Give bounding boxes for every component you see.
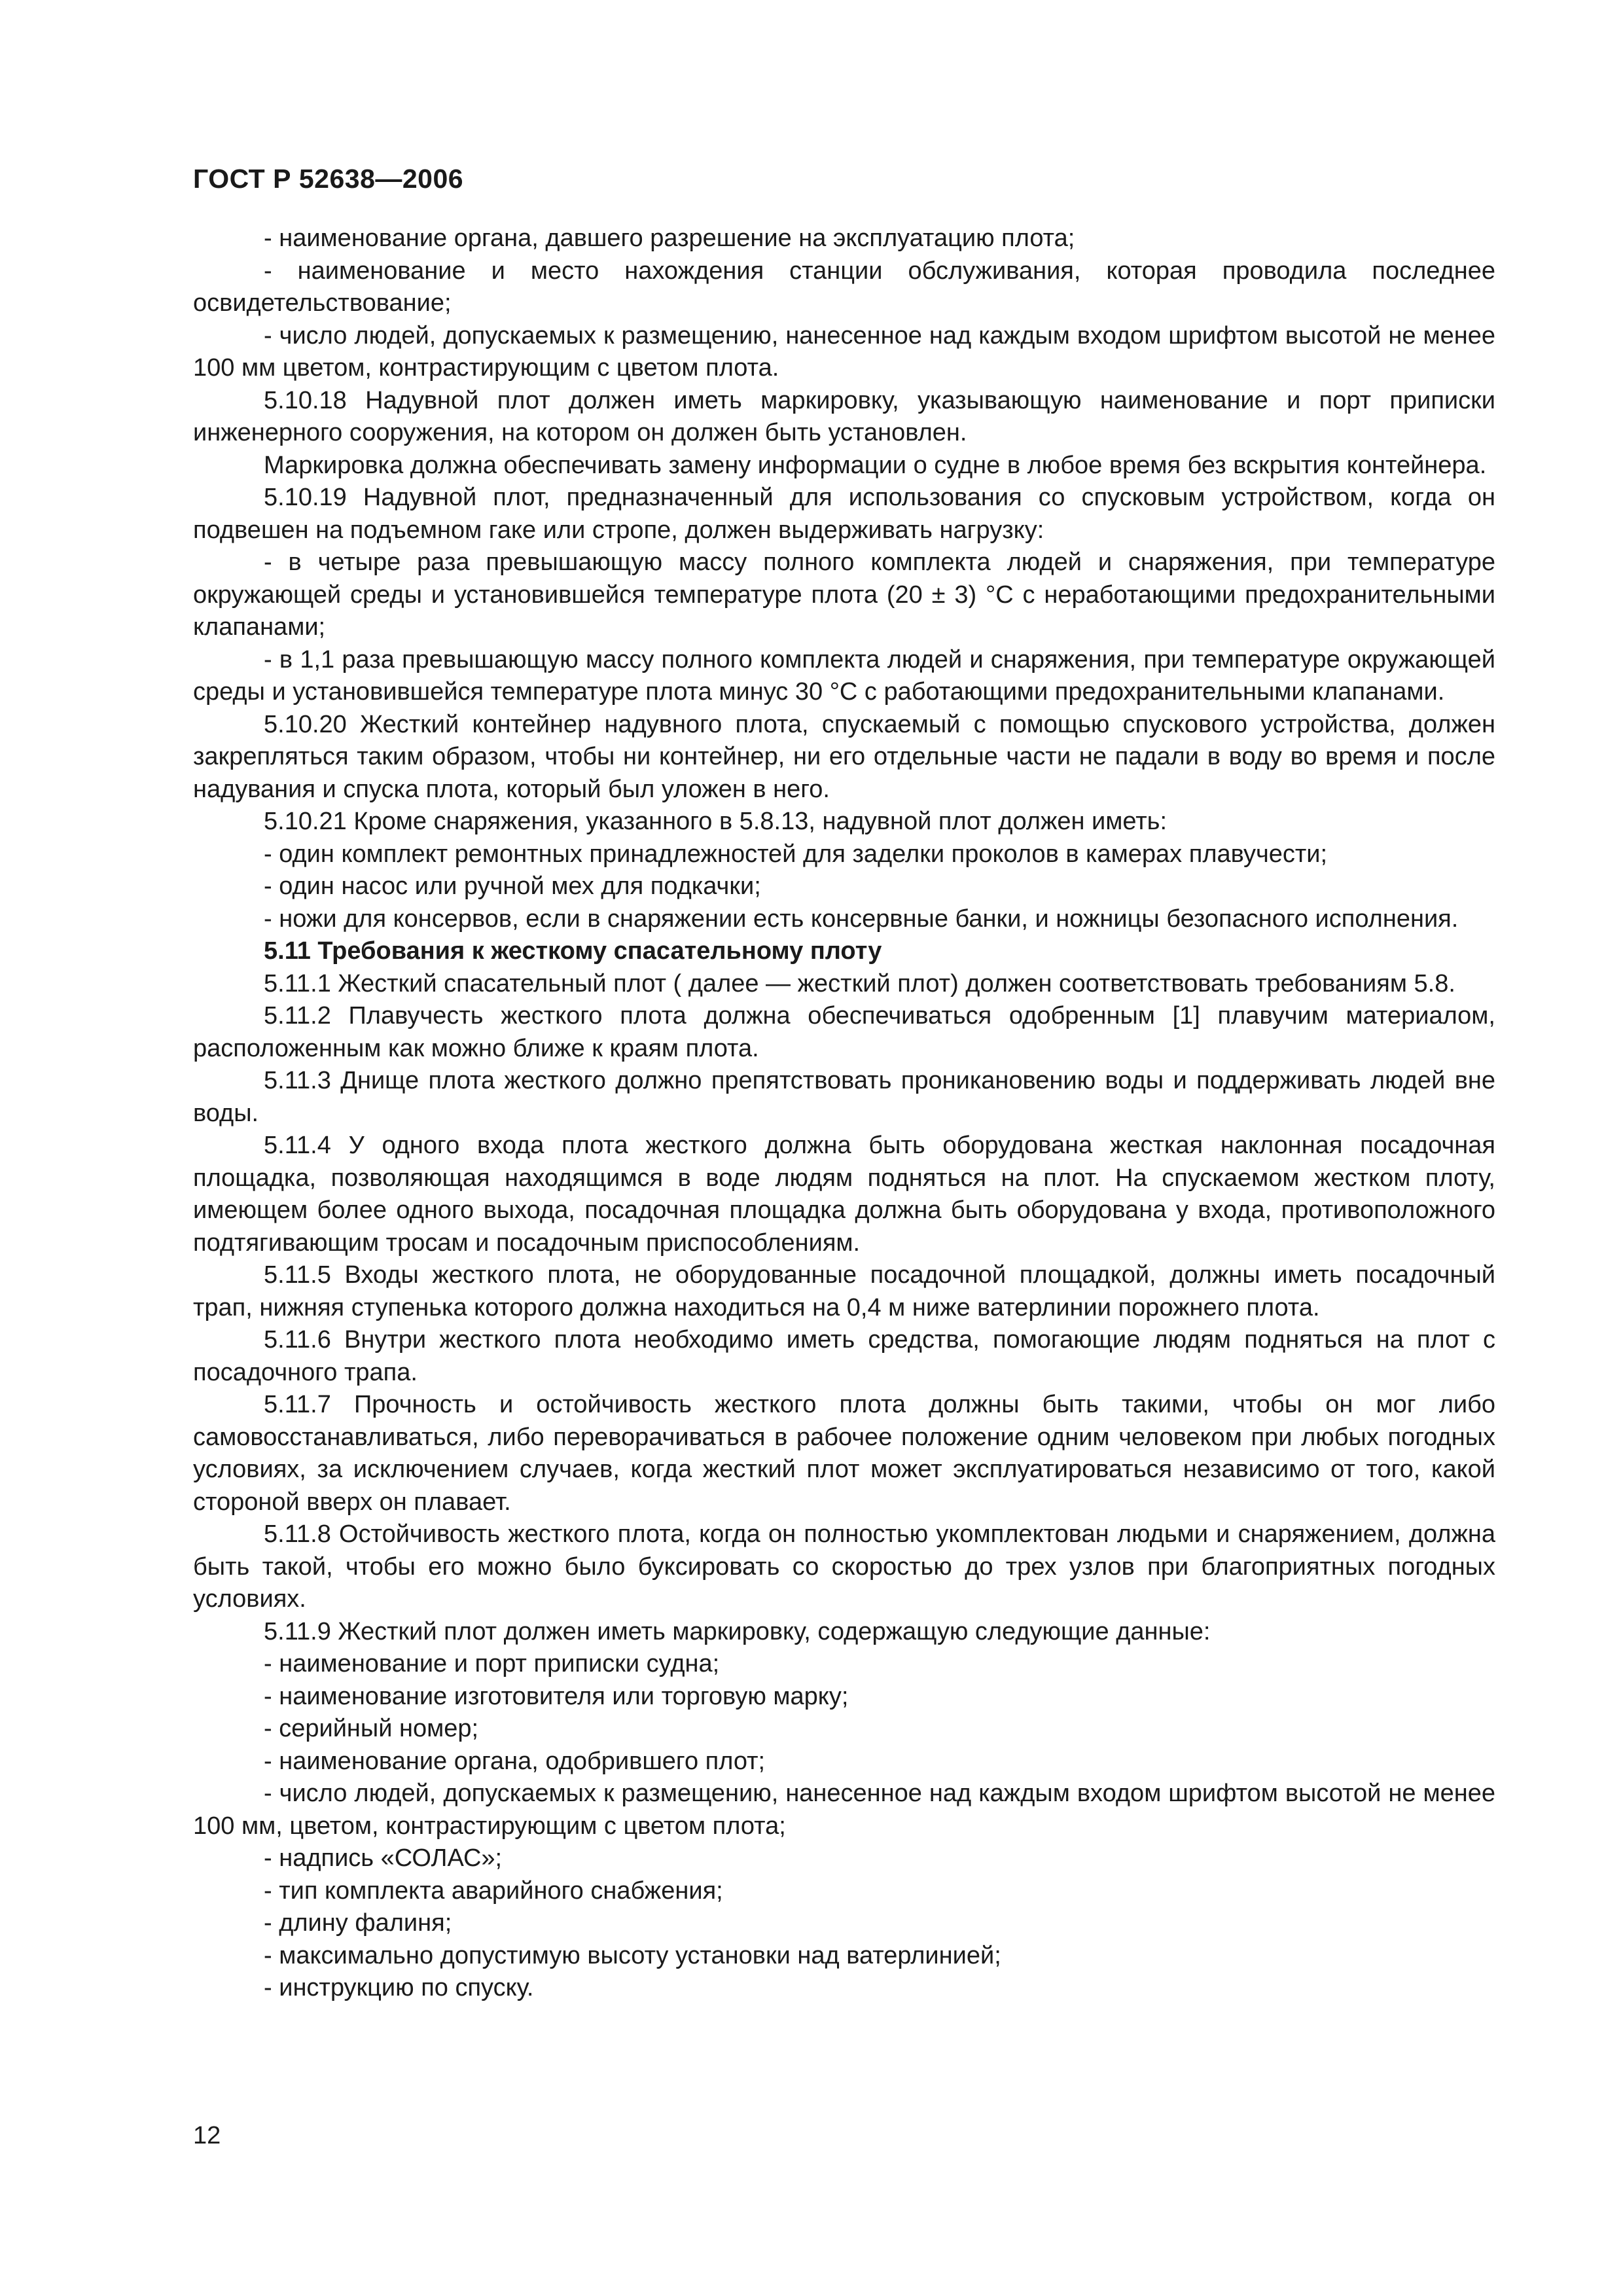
paragraph: 5.10.18 Надувной плот должен иметь маркировку, указывающую наименование и порт приписки инженерного сооружения, на котором он должен быть установлен. xyxy=(193,386,1495,446)
paragraph: - серийный номер; xyxy=(264,1715,479,1742)
paragraph: Маркировка должна обеспечивать замену информации о судне в любое время без вскрытия контейнера. xyxy=(264,451,1487,479)
paragraph: - длину фалиня; xyxy=(264,1909,452,1937)
paragraph: - в четыре раза превышающую массу полного комплекта людей и снаряжения, при температуре окружающей среды и установившейся температуре плота (20 ± 3) °С с неработающими предохранительными клапанами; xyxy=(193,548,1495,641)
page-number: 12 xyxy=(193,2122,221,2149)
paragraph: - наименование органа, одобрившего плот; xyxy=(264,1747,766,1775)
paragraph: - один насос или ручной мех для подкачки; xyxy=(264,872,761,900)
paragraph: 5.11.5 Входы жесткого плота, не оборудованные посадочной площадкой, должны иметь посадочный трап, нижняя ступенька которого должна находиться на 0,4 м ниже ватерлинии порожнего плота. xyxy=(193,1261,1495,1321)
paragraph: - надпись «СОЛАС»; xyxy=(264,1844,503,1872)
paragraph: 5.11.6 Внутри жесткого плота необходимо иметь средства, помогающие людям подняться на плот с посадочного трапа. xyxy=(193,1326,1495,1386)
paragraph: - число людей, допускаемых к размещению, нанесенное над каждым входом шрифтом высотой не менее 100 мм цветом, контрастирующим с цветом плота. xyxy=(193,321,1495,382)
paragraph: 5.11.3 Днище плота жесткого должно препятствовать проникановению воды и поддерживать людей вне воды. xyxy=(193,1067,1495,1127)
paragraph: 5.10.20 Жесткий контейнер надувного плота, спускаемый с помощью спускового устройства, должен закрепляться таким образом, чтобы ни контейнер, ни его отдельные части не падали в воду во время и после надувания и спуска плота, который был уложен в него. xyxy=(193,710,1495,803)
paragraph: - наименование органа, давшего разрешение на эксплуатацию плота; xyxy=(264,224,1075,252)
paragraph: - ножи для консервов, если в снаряжении есть консервные банки, и ножницы безопасного исполнения. xyxy=(264,905,1459,933)
paragraph: - тип комплекта аварийного снабжения; xyxy=(264,1876,723,1905)
paragraph: - один комплект ремонтных принадлежностей для заделки проколов в камерах плавучести; xyxy=(264,840,1328,868)
document-header: ГОСТ Р 52638—2006 xyxy=(193,164,464,194)
paragraph: 5.10.19 Надувной плот, предназначенный для использования со спусковым устройством, когда он подвешен на подъемном гаке или стропе, должен выдерживать нагрузку: xyxy=(193,484,1495,544)
paragraph: 5.11.4 У одного входа плота жесткого должна быть оборудована жесткая наклонная посадочная площадка, позволяющая находящимся в воде людям подняться на плот. На спускаемом жестком плоту, имеющем более одного выхода, посадочная площадка должна быть оборудована у входа, противоположного подтягивающим тросам и посадочным приспособлениям. xyxy=(193,1132,1495,1257)
paragraph: 5.11.1 Жесткий спасательный плот ( далее — жесткий плот) должен соответствовать требованиям 5.8. xyxy=(264,969,1455,997)
paragraph: 5.11.8 Остойчивость жесткого плота, когда он полностью укомплектован людьми и снаряжением, должна быть такой, чтобы его можно было буксировать со скоростью до трех узлов при благоприятных погодных условиях. xyxy=(193,1520,1495,1613)
paragraph: 5.10.21 Кроме снаряжения, указанного в 5.8.13, надувной плот должен иметь: xyxy=(264,808,1168,835)
paragraph: - наименование изготовителя или торговую марку; xyxy=(264,1682,849,1710)
paragraph: - наименование и порт приписки судна; xyxy=(264,1650,720,1677)
paragraph: 5.11.2 Плавучесть жесткого плота должна обеспечиваться одобренным [1] плавучим материалом, расположенным как можно ближе к краям плота. xyxy=(193,1002,1495,1062)
paragraph: - в 1,1 раза превышающую массу полного комплекта людей и снаряжения, при температуре окружающей среды и установившейся температуре плота минус 30 °С с работающими предохранительными клапанами. xyxy=(193,645,1495,706)
paragraph: - наименование и место нахождения станции обслуживания, которая проводила последнее освидетельствование; xyxy=(193,257,1495,317)
paragraph: - максимально допустимую высоту установки над ватерлинией; xyxy=(264,1941,1001,1969)
document-body xyxy=(193,223,1495,2005)
paragraph: 5.11.9 Жесткий плот должен иметь маркировку, содержащую следующие данные: xyxy=(264,1617,1211,1645)
section-heading: 5.11 Требования к жесткому спасательному плоту xyxy=(264,937,882,965)
paragraph: - инструкцию по спуску. xyxy=(264,1974,534,2001)
paragraph: - число людей, допускаемых к размещению, нанесенное над каждым входом шрифтом высотой не менее 100 мм, цветом, контрастирующим с цветом плота; xyxy=(193,1780,1495,1840)
paragraph: 5.11.7 Прочность и остойчивость жесткого плота должны быть такими, чтобы он мог либо самовосстанавливаться, либо переворачиваться в рабочее положение одним человеком при любых погодных условиях, за исключением случаев, когда жесткий плот может эксплуатироваться независимо от того, какой стороной вверх он плавает. xyxy=(193,1391,1495,1516)
